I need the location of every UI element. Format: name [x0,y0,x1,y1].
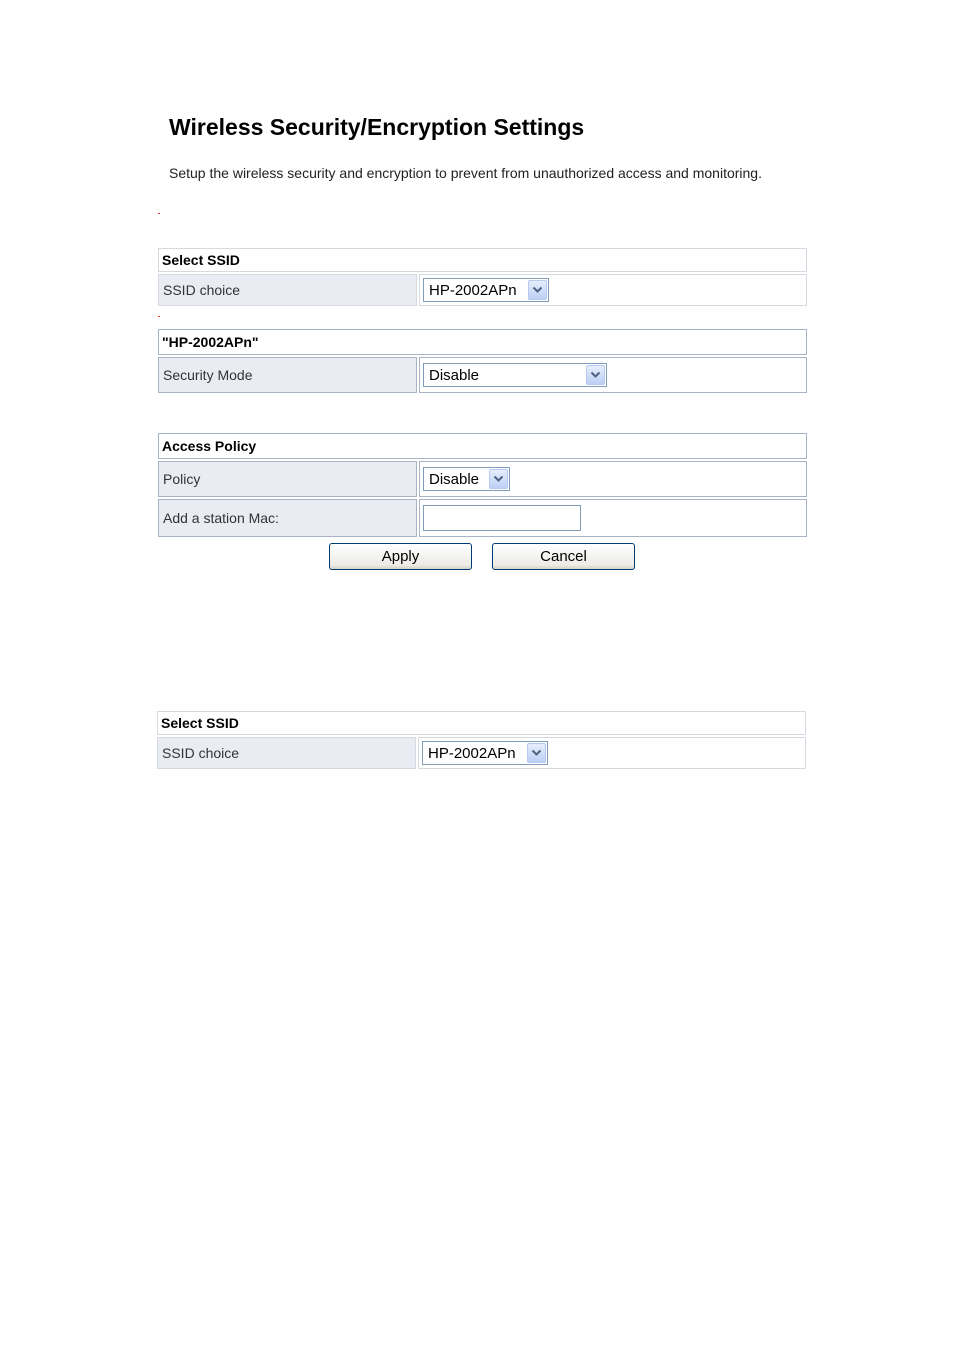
chevron-down-icon[interactable] [586,365,605,385]
page-description: Setup the wireless security and encryption to prevent from unauthorized access and monitoring. [169,165,762,181]
cancel-button[interactable]: Cancel [492,543,635,570]
station-mac-row [158,499,807,537]
ssid-choice-value: HP-2002APn [428,744,516,762]
panel-header: Select SSID [157,711,806,735]
policy-row [158,461,807,497]
chevron-down-icon[interactable] [489,469,508,489]
ssid-choice-select[interactable] [422,741,548,765]
panel-header: Access Policy [158,433,807,459]
policy-select[interactable] [423,467,510,491]
ssid-choice-cell [419,274,807,306]
policy-label: Policy [158,461,417,497]
ssid-choice-cell [418,737,806,769]
ssid-choice-label: SSID choice [158,274,417,306]
ssid-choice-row [158,274,807,306]
ssid-choice-label: SSID choice [157,737,416,769]
security-mode-cell [419,357,807,393]
security-mode-select[interactable] [423,363,607,387]
station-mac-cell [419,499,807,537]
policy-cell [419,461,807,497]
access-policy-panel [158,433,807,537]
security-mode-value: Disable [429,366,480,384]
ssid-security-panel [158,329,807,393]
red-marker [158,316,160,317]
chevron-down-icon[interactable] [528,280,547,300]
station-mac-input[interactable] [423,505,581,531]
ssid-choice-select[interactable] [423,278,549,302]
page-title: Wireless Security/Encryption Settings [169,114,585,140]
red-marker [158,213,160,214]
chevron-down-icon[interactable] [527,743,546,763]
panel-header: "HP-2002APn" [158,329,807,355]
panel-header: Select SSID [158,248,807,272]
ssid-choice-row [157,737,806,769]
apply-button[interactable]: Apply [329,543,472,570]
security-mode-row [158,357,807,393]
policy-value: Disable [429,470,480,488]
select-ssid-panel [158,248,807,306]
station-mac-label: Add a station Mac: [158,499,417,537]
select-ssid-panel-repeat [157,711,806,769]
ssid-choice-value: HP-2002APn [429,281,517,299]
security-mode-label: Security Mode [158,357,417,393]
